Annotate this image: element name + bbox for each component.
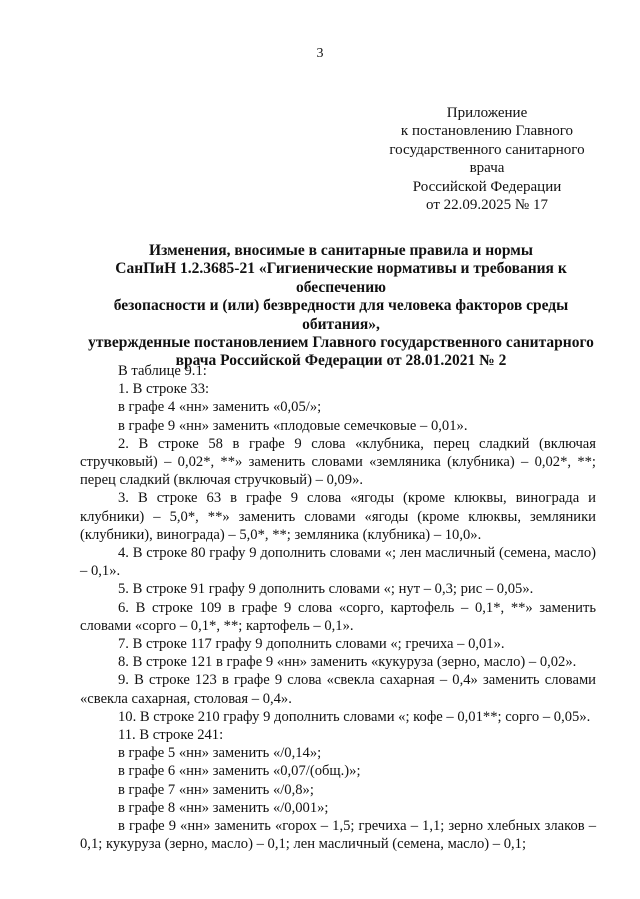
body-paragraph: 5. В строке 91 графу 9 дополнить словами «; нут – 0,3; рис – 0,05».: [118, 581, 534, 598]
page-number: 3: [316, 46, 324, 61]
appendix-line: Российской Федерации: [412, 178, 562, 195]
body-paragraph: 3. В строке 63 в графе 9 слова «ягоды (кроме клюквы, винограда и клубники) – 5,0*, **» заменить словами «ягоды (кроме клюквы, земляники (клубники), винограда) – 5,0*, **; земляника (клубника) – 10,0».: [80, 490, 596, 543]
title-line: утвержденные постановлением Главного государственного санитарного: [88, 334, 594, 352]
body-paragraph: 7. В строке 117 графу 9 дополнить словами «; гречиха – 0,01».: [118, 636, 505, 653]
body-paragraph: в графе 9 «нн» заменить «плодовые семечковые – 0,01».: [118, 417, 468, 434]
body-paragraph: в графе 5 «нн» заменить «/0,14»;: [118, 745, 322, 762]
body-paragraph: 1. В строке 33:: [118, 381, 210, 398]
body-paragraph: 9. В строке 123 в графе 9 слова «свекла сахарная – 0,4» заменить словами «свекла сахарная, столовая – 0,4».: [80, 672, 596, 707]
appendix-line: государственного санитарного врача: [389, 141, 585, 177]
body-paragraph: 4. В строке 80 графу 9 дополнить словами «; лен масличный (семена, масло) – 0,1».: [80, 545, 596, 580]
body-paragraph: в графе 9 «нн» заменить «горох – 1,5; гречиха – 1,1; зерно хлебных злаков – 0,1; кукуруза (зерно, масло) – 0,1; лен масличный (семена, масло) – 0,1;: [80, 818, 596, 853]
title-line: врача Российской Федерации от 28.01.2021 № 2: [175, 352, 507, 370]
body-paragraph: В таблице 9.1:: [118, 363, 207, 379]
document-body: [80, 362, 596, 853]
body-paragraph: в графе 8 «нн» заменить «/0,001»;: [118, 799, 329, 816]
title-line: Изменения, вносимые в санитарные правила и нормы: [149, 242, 533, 259]
title-line: СанПиН 1.2.3685-21 «Гигиенические нормативы и требования к обеспечению: [115, 260, 567, 296]
appendix-line: к постановлению Главного: [400, 123, 574, 140]
body-paragraph: 10. В строке 210 графу 9 дополнить словами «; кофе – 0,01**; сорго – 0,05».: [118, 708, 591, 725]
body-paragraph: 11. В строке 241:: [118, 727, 224, 744]
document-title: [74, 242, 608, 371]
appendix-block: [376, 104, 598, 214]
body-paragraph: 6. В строке 109 в графе 9 слова «сорго, картофель – 0,1*, **» заменить словами «сорго – 0,1*, **; картофель – 0,1».: [80, 599, 596, 634]
body-paragraph: 2. В строке 58 в графе 9 слова «клубника, перец сладкий (включая стручковый) – 0,02*, **» заменить словами «земляника (клубника) – 0,02*, **; перец сладкий (включая стручковый) – 0,09».: [80, 435, 596, 489]
title-line: безопасности и (или) безвредности для человека факторов среды обитания»,: [113, 297, 569, 333]
body-paragraph: в графе 7 «нн» заменить «/0,8»;: [118, 781, 314, 798]
body-paragraph: в графе 4 «нн» заменить «0,05/»;: [118, 399, 322, 416]
appendix-line: Приложение: [446, 105, 528, 121]
body-paragraph: в графе 6 «нн» заменить «0,07/(общ.)»;: [118, 763, 361, 780]
appendix-line: от 22.09.2025 № 17: [426, 197, 548, 214]
body-paragraph: 8. В строке 121 в графе 9 «нн» заменить «кукуруза (зерно, масло) – 0,02».: [118, 654, 577, 671]
